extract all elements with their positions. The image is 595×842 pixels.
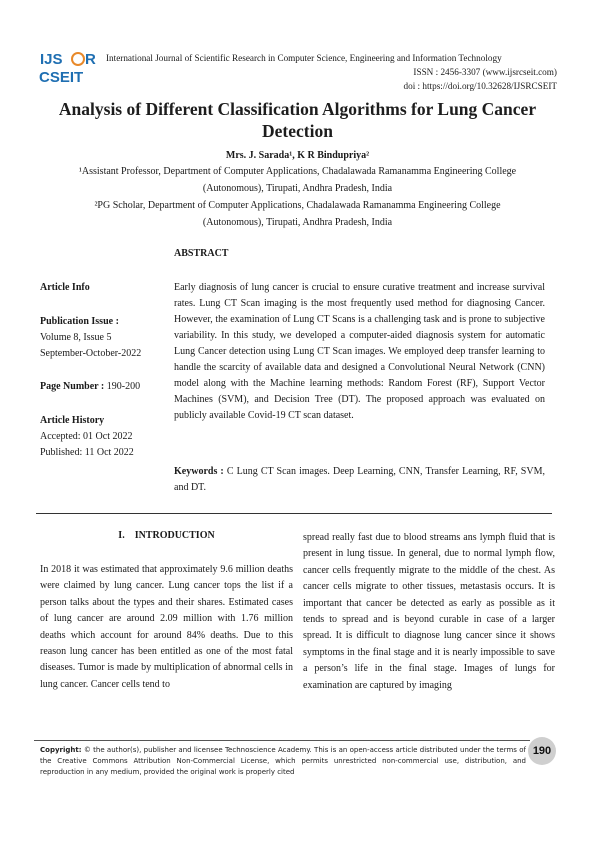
article-history-label: Article History <box>40 415 105 426</box>
section-heading: I. INTRODUCTION <box>118 530 215 541</box>
copyright-text: © the author(s), publisher and licensee Technoscience Academy. This is an open-access article distributed under the terms of the Creative Commons Attribution Non-Commercial License, which permits unrestricted non-commercial use, distribution, and reproduction in any medium, provided the original work is properly cited <box>40 746 526 776</box>
intro-left-column: In 2018 it was estimated that approximately 9.6 million deaths were claimed by lung cancer. Lung cancer tops the list if a person talks about the types and their shares. Estimated cases of lung cancer are around 2.09 million with 1.76 million deaths which account for around 84% deaths. Due to this reason lung cancer has been entitled as one of the most fatal diseases. Tumor is made by multiplication of abnormal cells in lung cancer. Cancer cells tend to <box>40 564 293 690</box>
journal-logo <box>38 50 102 86</box>
journal-name: International Journal of Scientific Research in Computer Science, Engineering and Information Technology <box>106 53 502 63</box>
affiliation-1 <box>40 163 555 197</box>
logo-ijs: IJS <box>40 51 63 68</box>
doi-link[interactable]: doi : https://doi.org/10.32628/IJSRCSEIT <box>403 81 557 91</box>
publication-issue <box>40 314 141 362</box>
accepted-date: Accepted: 01 Oct 2022 <box>40 431 133 442</box>
article-history <box>40 413 134 461</box>
page-number-badge: 190 <box>528 737 556 765</box>
page-number-label: Page Number : <box>40 381 105 392</box>
title-line-1: Analysis of Different Classification Algorithms for Lung Cancer <box>58 99 537 119</box>
affiliation-2-line-2: (Autonomous), Tirupati, Andhra Pradesh, India <box>202 217 393 228</box>
keywords <box>174 464 545 496</box>
copyright-notice <box>40 745 526 778</box>
abstract-text: Early diagnosis of lung cancer is crucial to ensure curative treatment and increase survival rates. Lung CT Scan imaging is the most frequently used method for diagnosing Cancer. However, the examination of Lung CT Scans is a challenging task and is prone to subjective variability. In this study, we developed a computer-aided diagnosis system for automatic Lung Cancer detection using Lung CT Scan images. We employed deep transfer learning to handle the scarcity of available data and designed a Convolutional Neural Network (CNN) model along with the Machine learning methods: Random Forest (RF), Support Vector Machines (SVM), and Decision Tree (DT). The proposed approach was evaluated on publicly available Covid-19 CT scan dataset. <box>174 282 545 421</box>
intro-right-column: spread really fast due to blood streams ans lymph fluid that is present in lung tissue. In general, due to normal lymph flow, cancer cells frequently migrate to the middle of the chest. As cancer cells migrate to other tissues, metastasis occurs. It is important that cancer be detected as early as possible as it tends to spread and is beyond curable in case of a larger spread. It is difficult to diagnose lung cancer since it shows symptoms in the final stage and it is nearly impossible to save a person’s life in the final stage. Images of lungs for examination are captured by imaging <box>303 532 555 691</box>
page-number-info <box>40 379 140 395</box>
article-info-heading: Article Info <box>40 282 90 293</box>
affiliation-2-line-1: ²PG Scholar, Department of Computer Applications, Chadalawada Ramanamma Engineering College <box>94 200 501 211</box>
issn: ISSN : 2456-3307 (www.ijsrcseit.com) <box>413 67 557 77</box>
title-line-2: Detection <box>262 121 333 141</box>
affiliation-2 <box>40 197 555 231</box>
abstract-heading: ABSTRACT <box>174 248 229 259</box>
paper-title <box>30 98 565 142</box>
logo-cseit: CSEIT <box>39 69 84 86</box>
keywords-label: Keywords : <box>174 466 224 477</box>
section-divider <box>36 513 552 514</box>
copyright-label: Copyright: <box>40 746 82 754</box>
affiliation-1-line-1: ¹Assistant Professor, Department of Computer Applications, Chadalawada Ramanamma Engineering College <box>78 166 517 177</box>
published-date: Published: 11 Oct 2022 <box>40 447 134 458</box>
keywords-text: C Lung CT Scan images. Deep Learning, CNN, Transfer Learning, RF, SVM, and DT. <box>174 466 545 493</box>
publication-issue-label: Publication Issue : <box>40 316 119 327</box>
page-number-value: 190-200 <box>104 381 141 392</box>
footer-rule <box>34 740 530 741</box>
authors: Mrs. J. Sarada¹, K R Bindupriya² <box>225 150 370 161</box>
affiliation-1-line-2: (Autonomous), Tirupati, Andhra Pradesh, India <box>202 183 393 194</box>
logo-r: R <box>85 51 96 68</box>
period: September-October-2022 <box>40 348 142 359</box>
volume: Volume 8, Issue 5 <box>40 332 112 343</box>
